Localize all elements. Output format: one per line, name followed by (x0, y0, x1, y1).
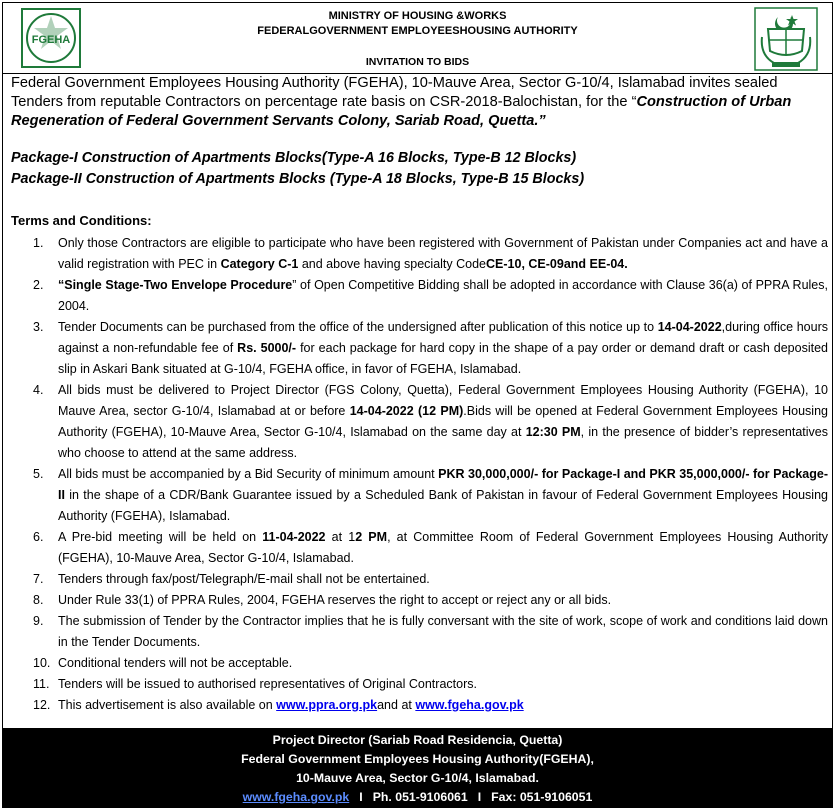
term-bold: 11-04-2022 (262, 530, 326, 544)
term-text: in the shape of a CDR/Bank Guarantee issued by a Scheduled Bank of Pakistan in favour of Federal Government Employees Housing Authority (FGEHA), Islamabad. (58, 488, 828, 523)
term-text: Tender Documents can be purchased from the office of the undersigned after publication of this notice up to (58, 320, 658, 334)
svg-text:FGEHA: FGEHA (31, 34, 71, 46)
intro-paragraph (3, 74, 832, 131)
term-bold: “Single Stage-Two Envelope Procedure (58, 278, 293, 292)
term-number: 9. (33, 614, 44, 628)
footer-authority: Federal Government Employees Housing Authority(FGEHA), (241, 752, 594, 766)
footer-designation: Project Director (Sariab Road Residencia, Quetta) (272, 733, 563, 747)
tender-notice (2, 2, 833, 808)
term-number: 1. (33, 236, 44, 250)
invitation-title: INVITATION TO BIDS (365, 56, 470, 68)
notice-footer (3, 728, 832, 807)
term-number: 10. (33, 656, 51, 670)
term-text: Under Rule 33(1) of PPRA Rules, 2004, FGEHA reserves the right to accept or reject any or all bids. (58, 593, 612, 607)
footer-contacts (3, 788, 832, 807)
term-item (3, 275, 832, 317)
term-text: , at Committee Room of Federal Government Employees Housing Authority (FGEHA), 10-Mauve Area, Sector G-10/4, Islamabad. (58, 530, 828, 565)
term-item (3, 653, 832, 674)
term-bold: 14-04-2022 (12 PM) (349, 404, 464, 418)
term-text: Only those Contractors are eligible to participate who have been registered with Government of Pakistan under Companies act and have a valid registration with PEC in (58, 236, 828, 271)
term-number: 12. (33, 698, 51, 712)
term-text: and above having specialty Code (298, 257, 487, 271)
term-text: The submission of Tender by the Contractor implies that he is fully conversant with the site of work, scope of work and conditions laid down in the Tender Documents. (58, 614, 828, 649)
term-bold: CE-10, CE-09and EE-04. (486, 257, 628, 271)
term-text: A Pre-bid meeting will be held on (58, 530, 263, 544)
term-bold: Category C-1 (220, 257, 299, 271)
term-text: , in the presence of bidder’s representatives who choose to attend at the same address. (58, 425, 828, 460)
ministry-name: MINISTRY OF HOUSING &WORKS (328, 10, 507, 22)
term-number: 11. (33, 677, 50, 691)
term-item (3, 380, 832, 464)
term-text: Tenders through fax/post/Telegraph/E-mail shall not be entertained. (58, 572, 430, 586)
authority-name: FEDERALGOVERNMENT EMPLOYEESHOUSING AUTHORITY (257, 25, 578, 37)
term-bold: 14-04-2022 (657, 320, 722, 334)
footer-separator: I (359, 790, 363, 804)
term-item (3, 590, 832, 611)
term-item (3, 233, 832, 275)
package-2: Package-II Construction of Apartments Blocks (Type-A 18 Blocks, Type-B 15 Blocks) (11, 171, 585, 187)
term-text: at 1 (325, 530, 356, 544)
term-text: ,during office hours against a non-refundable fee of (58, 320, 829, 355)
notice-header (3, 3, 832, 74)
term-item (3, 611, 832, 653)
term-text: This advertisement is also available on (58, 698, 277, 712)
term-item (3, 527, 832, 569)
term-text: .Bids will be opened at Federal Government Employees Housing Authority (FGEHA), 10-Mauve Area, Sector G-10/4, Islamabad on the same day at (58, 404, 828, 439)
packages (3, 148, 832, 190)
term-text: Tenders will be issued to authorised representatives of Original Contractors. (58, 677, 477, 691)
term-bold: Rs. 5000/- (237, 341, 297, 355)
term-item (3, 464, 832, 527)
term-number: 3. (33, 320, 44, 334)
term-number: 2. (33, 278, 44, 292)
term-number: 5. (33, 467, 44, 481)
terms-list (3, 233, 832, 716)
intro-text: Federal Government Employees Housing Authority (FGEHA), 10-Mauve Area, Sector G-10/4, Islamabad invites sealed Tenders from reputable Contractors on percentage rate basis on CSR-2018-Balochistan, for the “ (11, 75, 778, 110)
footer-website-link[interactable]: www.fgeha.gov.pk (242, 790, 350, 804)
term-item (3, 569, 832, 590)
term-number: 4. (33, 383, 44, 397)
footer-phone: Ph. 051-9106061 (372, 790, 468, 804)
term-item (3, 674, 832, 695)
term-number: 6. (33, 530, 44, 544)
term-item (3, 317, 832, 380)
term-bold: PKR 30,000,000/- for Package-I and PKR 35,000,000/- for Package-II (58, 467, 829, 502)
term-bold: 12:30 PM (525, 425, 581, 439)
term-bold: 2 PM (355, 530, 388, 544)
term-text: and at (377, 698, 416, 712)
term-text: for each package for hard copy in the shape of a pay order or demand draft or cash deposited slip in Askari Bank situated at G-10/4, FGEHA office, in favor of FGEHA, Islamabad. (58, 341, 828, 376)
ppra-link[interactable]: www.ppra.org.pk (276, 698, 378, 712)
header-titles (3, 9, 832, 39)
package-1: Package-I Construction of Apartments Blocks(Type-A 16 Blocks, Type-B 12 Blocks) (11, 150, 577, 166)
footer-fax: Fax: 051-9106051 (491, 790, 593, 804)
term-number: 8. (33, 593, 44, 607)
footer-address: 10-Mauve Area, Sector G-10/4, Islamabad. (296, 771, 539, 785)
term-text: ” of Open Competitive Bidding shall be adopted in accordance with Clause 36(a) of PPRA Rules, 2004. (58, 278, 828, 313)
terms-heading: Terms and Conditions: (11, 213, 152, 228)
tender-title: Construction of Urban Regeneration of Federal Government Servants Colony, Sariab Road, Quetta.” (11, 94, 792, 129)
term-text: Conditional tenders will not be acceptable. (58, 656, 293, 670)
footer-separator: I (477, 790, 482, 804)
term-number: 7. (33, 572, 44, 586)
term-text: All bids must be accompanied by a Bid Security of minimum amount (58, 467, 439, 481)
term-item (3, 695, 832, 716)
term-text: All bids must be delivered to Project Director (FGS Colony, Quetta), Federal Government Employees Housing Authority (FGEHA), 10 Mauve Area, sector G-10/4, Islamabad at or before (58, 383, 828, 418)
pakistan-emblem (754, 7, 818, 71)
fgeha-link[interactable]: www.fgeha.gov.pk (415, 698, 524, 712)
